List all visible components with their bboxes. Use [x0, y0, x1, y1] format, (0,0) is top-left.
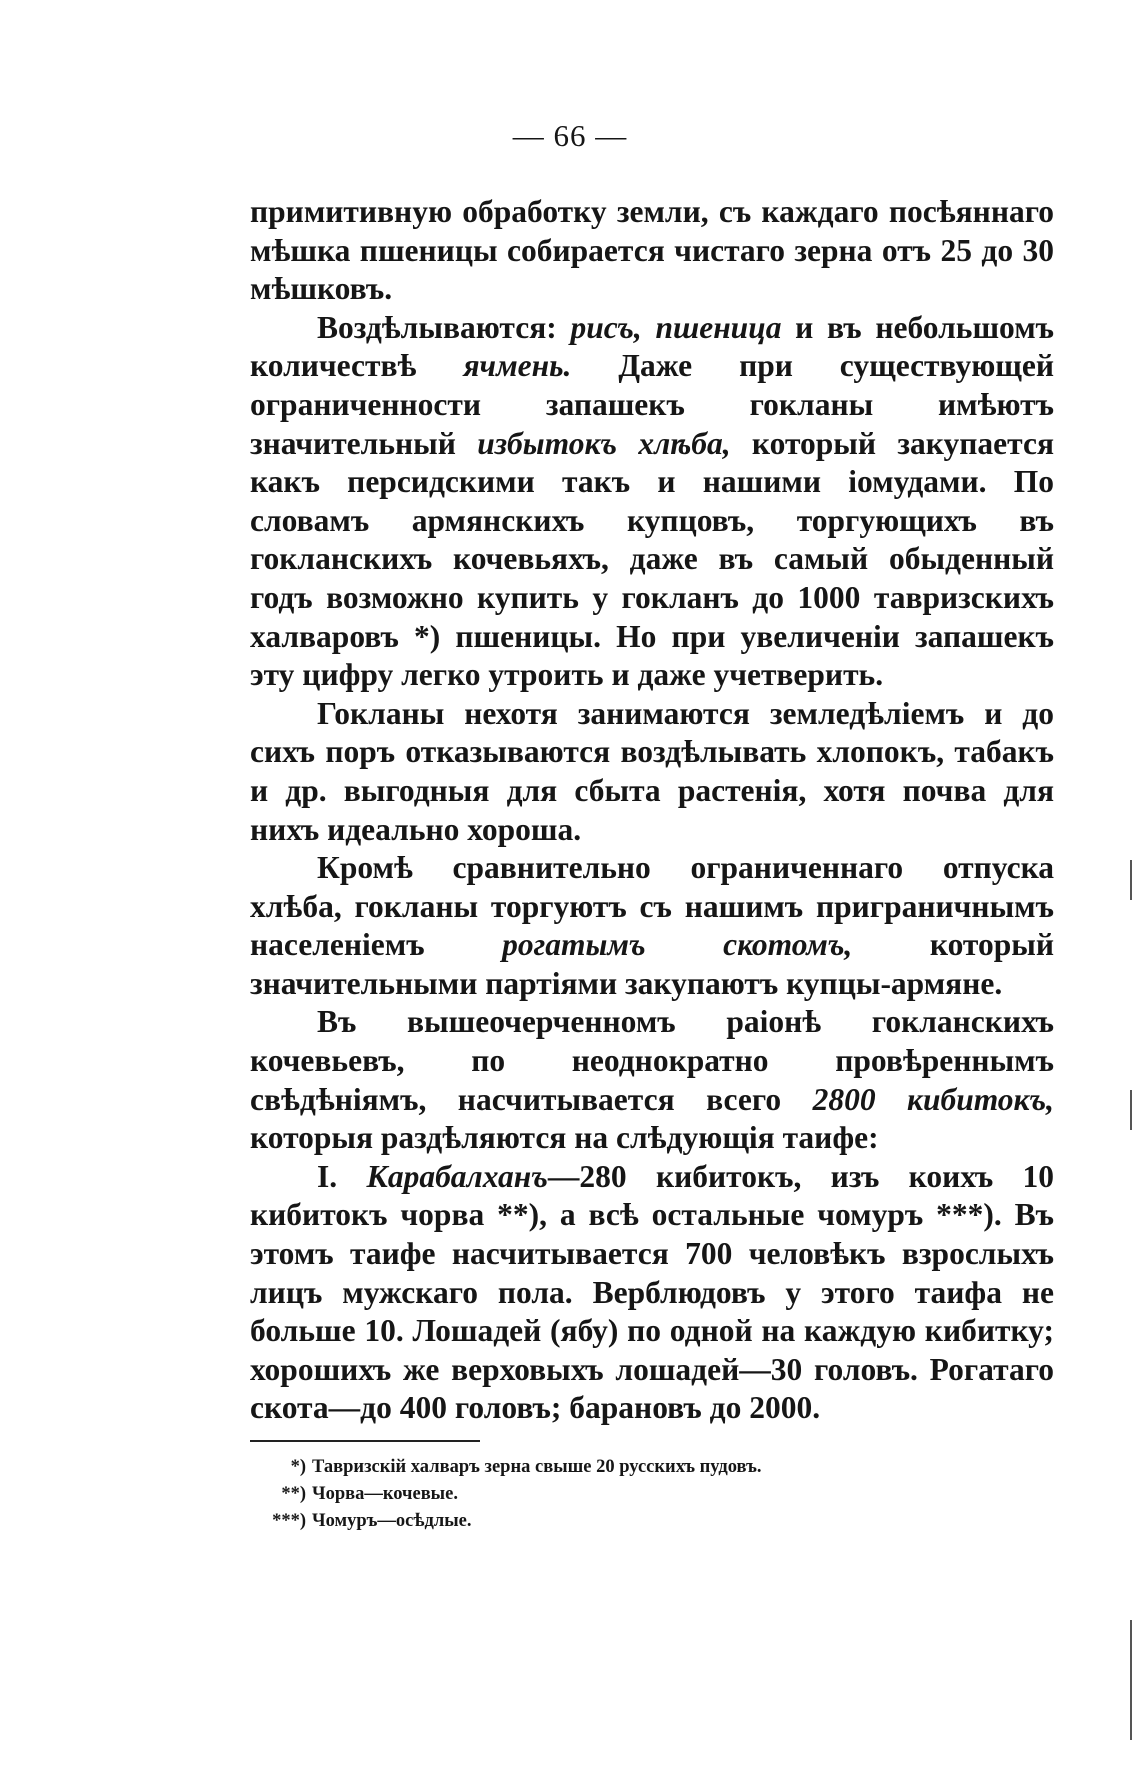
- text-run: и въ небольшомъ количествѣ: [250, 309, 1055, 384]
- text-run: Въ вышеочерченномъ раіонѣ гокланскихъ кочевьевъ, по неоднократно провѣреннымъ свѣдѣніямъ, насчитывается всего: [250, 1004, 1054, 1117]
- paragraph: [250, 695, 1054, 849]
- paragraph: [250, 1003, 1054, 1157]
- footnotes: [250, 1454, 1054, 1535]
- footnote-text: Чорва—кочевые.: [312, 1484, 458, 1504]
- text-run: примитивную обработку земли, съ каждаго посѣяннаго мѣшка пшеницы собирается чистаго зерна отъ 25 до 30 мѣшковъ.: [250, 194, 1054, 307]
- text-run: которыя раздѣляются на слѣдующія таифе:: [250, 1120, 879, 1156]
- scan-edge-mark: [1130, 1090, 1132, 1130]
- footnote: [250, 1454, 1054, 1481]
- italic-term: ячмень.: [463, 348, 572, 384]
- text-run: который закупается какъ персидскими такъ и нашими іомудами. По словамъ армянскихъ купцовъ, торгующихъ въ гокланскихъ кочевьяхъ, даже въ самый обыденный годъ возможно купить у гокланъ до 1000 тавризскихъ халваровъ *) пшеницы. Но при увеличеніи запашекъ эту цифру легко утроить и даже учетверить.: [250, 425, 1054, 693]
- text-run: I.: [317, 1158, 367, 1194]
- footnote-mark: ***): [272, 1511, 306, 1531]
- text-run: Даже при существующей ограниченности запашекъ гокланы имѣютъ значительный: [250, 348, 1055, 461]
- text-run: Воздѣлываются:: [317, 309, 571, 345]
- paragraph: [250, 193, 1054, 309]
- text-run: —280 кибитокъ, изъ коихъ 10 кибитокъ чорва **), а всѣ остальные чомуръ ***). Въ этомъ таифе насчитывается 700 человѣкъ взрослыхъ лицъ мужскаго пола. Верблюдовъ у этого таифа не больше 10. Лошадей (ябу) по одной на каждую кибитку; хорошихъ же верховыхъ лошадей—30 головъ. Рогатаго скота—до 400 головъ; барановъ до 2000.: [250, 1158, 1055, 1426]
- paragraph: [250, 309, 1054, 695]
- italic-term: рогатымъ скотомъ,: [502, 927, 853, 963]
- italic-term: Карабалханъ: [366, 1158, 548, 1194]
- italic-term: избытокъ хлѣба,: [477, 425, 731, 461]
- scan-edge-mark: [1130, 860, 1132, 900]
- footnote-text: Чомуръ—осѣдлые.: [312, 1511, 472, 1531]
- scan-edge-mark: [1130, 1620, 1132, 1740]
- italic-term: рисъ, пшеница: [570, 309, 782, 345]
- footnote-text: Тавризскій халваръ зерна свыше 20 русскихъ пудовъ.: [312, 1457, 762, 1477]
- paragraph: [250, 849, 1054, 1003]
- footnote-rule: [250, 1440, 480, 1442]
- text-run: Гокланы нехотя занимаются земледѣліемъ и до сихъ поръ отказываются воздѣлывать хлопокъ, табакъ и др. выгодныя для сбыта растенія, хотя почва для нихъ идеально хороша.: [250, 695, 1054, 847]
- paragraph: [250, 1158, 1054, 1428]
- footnote: [250, 1508, 1054, 1535]
- footnote-mark: **): [281, 1484, 306, 1504]
- footnote-mark: *): [290, 1457, 306, 1477]
- footnote: [250, 1481, 1054, 1508]
- page-number: — 66 —: [512, 118, 628, 153]
- body-text: [250, 193, 1054, 1428]
- text-run: Кромѣ сравнительно ограниченнаго отпуска хлѣба, гокланы торгуютъ съ нашимъ приграничнымъ населеніемъ: [250, 850, 1054, 963]
- italic-term: 2800 кибитокъ,: [812, 1081, 1054, 1117]
- text-run: который значительными партіями закупаютъ купцы-армяне.: [250, 927, 1054, 1001]
